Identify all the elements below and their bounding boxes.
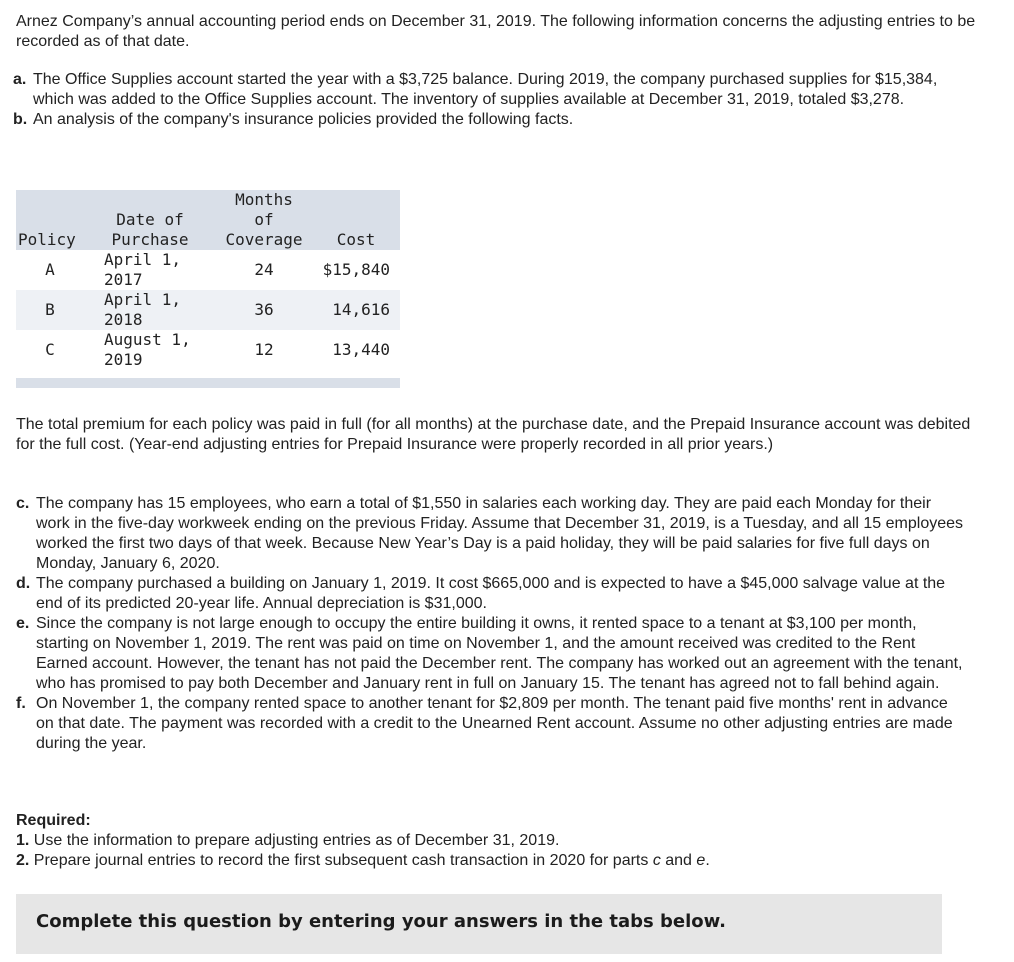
cell-date-line2: 2018: [104, 310, 143, 329]
required-item-text: Use the information to prepare adjusting entries as of December 31, 2019.: [33, 832, 560, 849]
cell-policy: C: [45, 340, 55, 359]
table-footer-bar: [16, 378, 400, 388]
required-item-2: [16, 851, 976, 871]
item-d: [16, 574, 966, 614]
item-label: a.: [13, 71, 27, 88]
item-text: The company has 15 employees, who earn a total of $1,550 in salaries each working day. They are paid each Monday for their work in the five-day workweek ending on the previous Friday. Assume that December 31, 2019, is a Tuesday, and all 15 employees worked the first two days of that week. Because New Year’s Day is a paid holiday, they will be paid salaries for five full days on Monday, January 6, 2020.: [36, 495, 964, 572]
cell-date-line2: 2019: [104, 350, 143, 369]
header-months-line2: of: [254, 210, 274, 229]
item-label: b.: [13, 111, 28, 128]
intro-text: Arnez Company’s annual accounting period ends on December 31, 2019. The following information concerns the adjusting entries to be recorded as of that date.: [16, 13, 976, 50]
item-label: f.: [16, 695, 26, 712]
cell-months: 12: [254, 340, 274, 359]
and-word: and: [660, 852, 697, 869]
period: .: [705, 852, 710, 869]
insurance-policy-table: [16, 190, 400, 388]
item-a: [13, 70, 948, 110]
required-item-text: Prepare journal entries to record the first subsequent cash transaction in 2020 for parts: [33, 852, 653, 869]
cell-cost: 13,440: [332, 340, 390, 359]
required-section: [16, 811, 976, 871]
item-label: c.: [16, 495, 30, 512]
cell-months: 24: [254, 260, 274, 279]
cell-cost: 14,616: [332, 300, 390, 319]
required-item-number: 2.: [16, 852, 30, 869]
header-months-line1: Months: [235, 190, 293, 209]
item-c: [16, 494, 966, 574]
cell-date-line1: August 1,: [104, 330, 191, 349]
part-c-ref: c: [652, 852, 661, 869]
instruction-banner: [16, 894, 942, 954]
item-label: e.: [16, 615, 30, 632]
header-policy: Policy: [18, 230, 76, 249]
cell-date-line1: April 1,: [104, 290, 182, 309]
header-date-line2: Purchase: [111, 230, 189, 249]
item-text: The company purchased a building on January 1, 2019. It cost $665,000 and is expected to have a $45,000 salvage value at the end of its predicted 20-year life. Annual depreciation is $31,000.: [36, 575, 946, 612]
header-months-line3: Coverage: [225, 230, 303, 249]
item-f: [16, 694, 966, 754]
item-label: d.: [16, 575, 31, 592]
item-text: On November 1, the company rented space to another tenant for $2,809 per month. The tenant paid five months' rent in advance on that date. The payment was recorded with a credit to the Unearned Rent account. Assume no other adjusting entries are made during the year.: [36, 695, 953, 752]
instruction-banner-text: Complete this question by entering your answers in the tabs below.: [36, 911, 726, 932]
item-e: [16, 614, 966, 694]
cell-policy: B: [45, 300, 55, 319]
cell-policy: A: [45, 260, 55, 279]
items-c-f: [16, 494, 966, 754]
required-item-number: 1.: [16, 832, 30, 849]
cell-months: 36: [254, 300, 274, 319]
items-a-b: [13, 70, 948, 130]
cell-date-line2: 2017: [104, 270, 143, 289]
required-item-1: [16, 831, 976, 851]
item-text: Since the company is not large enough to occupy the entire building it owns, it rented space to a tenant at $3,100 per month, starting on November 1, 2019. The rent was paid on time on November 1, and the amount received was credited to the Rent Earned account. However, the tenant has not paid the December rent. The company has worked out an agreement with the tenant, who has promised to pay both December and January rent in full on January 15. The tenant has agreed not to fall behind again.: [36, 615, 963, 692]
premium-paragraph: The total premium for each policy was paid in full (for all months) at the purchase date, and the Prepaid Insurance account was debited for the full cost. (Year-end adjusting entries for Prepaid Insurance were properly recorded in all prior years.): [16, 416, 971, 453]
header-date-line1: Date of: [116, 210, 184, 229]
cell-cost: $15,840: [322, 260, 390, 279]
header-cost: Cost: [336, 230, 376, 249]
item-text: The Office Supplies account started the year with a $3,725 balance. During 2019, the company purchased supplies for $15,384, which was added to the Office Supplies account. The inventory of supplies available at December 31, 2019, totaled $3,278.: [33, 71, 938, 108]
cell-date-line1: April 1,: [104, 250, 182, 269]
item-text: An analysis of the company's insurance policies provided the following facts.: [33, 111, 574, 128]
part-e-ref: e: [696, 852, 706, 869]
item-b: [13, 110, 948, 130]
required-heading: Required:: [16, 812, 91, 829]
